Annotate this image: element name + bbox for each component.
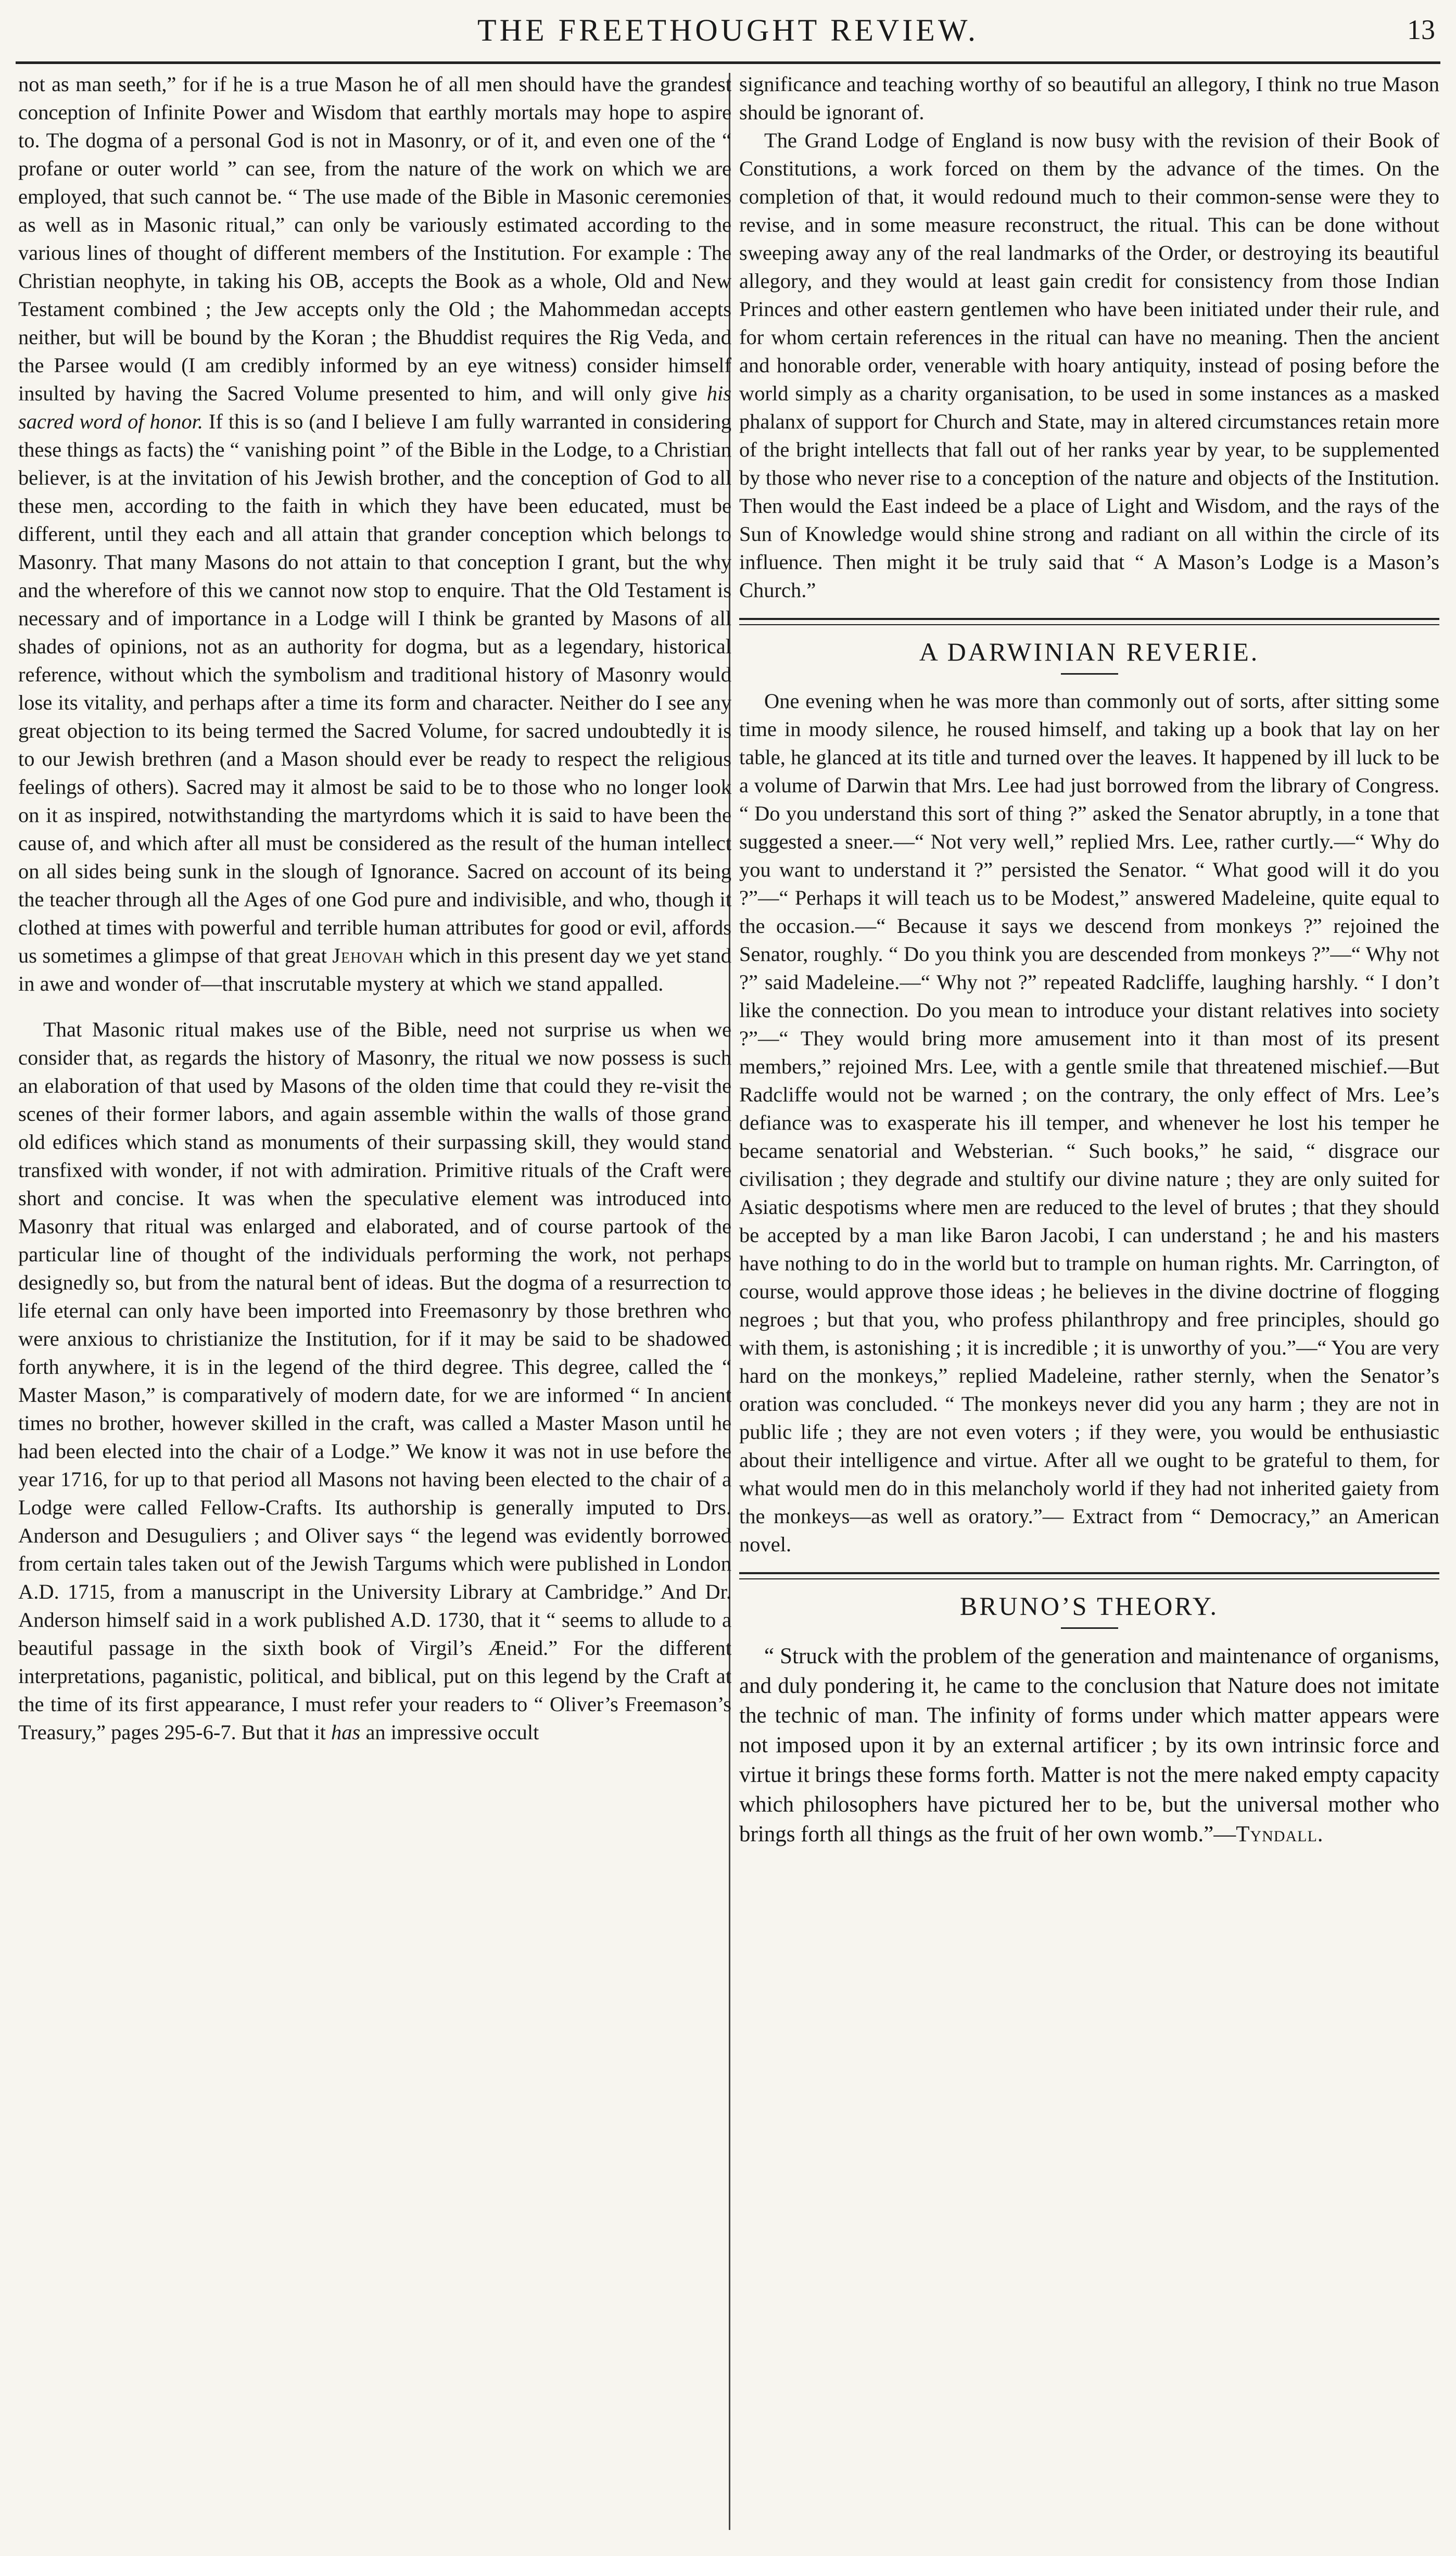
masonry-p1-text-c: which in this present day we yet stand in awe and wonder of—that inscrutable mystery at which we stand appalled.: [18, 944, 731, 995]
masonry-p2-text-a: That Masonic ritual makes use of the Bible, need not surprise us when we consider that, as regards the history of Masonry, the ritual we now possess is such an elaboration of that used by Masons of the olden time that could they re-visit the scenes of their former labors, and again assemble within the walls of those grand old edifices which stand as monuments of their surpassing skill, they would stand transfixed with wonder, if not with admiration. Primitive rituals of the Craft were short and concise. It was when the speculative element was introduced into Masonry that ritual was enlarged and elaborated, and of course partook of the particular line of thought of the individuals performing the work, not perhaps designedly so, but from the natural bent of ideas. But the dogma of a resurrection to life eternal can only have been imported into Freemasonry by those brethren who were anxious to christianize the Institution, for if it may be said to be shadowed forth anywhere, it is in the legend of the third degree. This degree, called the “ Master Mason,” is comparatively of modern date, for we are informed “ In ancient times no brother, however skilled in the craft, was called a Master Mason until he had been elected into the chair of a Lodge.” We know it was not in use before the year 1716, for up to that period all Masons not having been elected to the chair of a Lodge were called Fellow-Crafts. Its authorship is generally imputed to Drs. Anderson and Desuguliers ; and Oliver says “ the legend was evidently borrowed from certain tales taken out of the Jewish Targums which were published in London A.D. 1715, from a manuscript in the University Library at Cambridge.” And Dr. Anderson himself said in a work published A.D. 1730, that it “ seems to allude to a beautiful passage in the sixth book of Virgil’s Æneid.” For the different interpretations, paganistic, political, and biblical, put on this legend by the Craft at the time of its first appearance, I must refer your readers to “ Oliver’s Freemason’s Treasury,” pages 295-6-7. But that it: [18, 1018, 731, 1744]
masonry-p1-text-b: If this is so (and I believe I am fully warranted in considering these things as facts) the “ vanishing point ” of the Bible in the Lodge, to a Christian believer, is at the invitation of his Jewish brother, and the conception of God to all these men, according to the faith in which they have been educated, must be different, until they each and all attain that grander conception which belongs to Masonry. That many Masons do not attain to that conception I grant, but the why and the wherefore of this we cannot now stop to enquire. That the Old Testament is necessary and of importance in a Lodge will I think be granted by Masons of all shades of opinions, not as an authority for dogma, but as a legendary, historical reference, without which the symbolism and traditional history of Masonry would lose its vitality, and perhaps after a time its form and character. Neither do I see any great objection to its being termed the Sacred Volume, for sacred undoubtedly it is to our Jewish brethren (and a Mason should ever be ready to respect the religious feelings of others). Sacred may it almost be said to be to those who no longer look on it as inspired, notwithstanding the martyrdoms which it is said to have been the cause of, and which after all must be considered as the result of the human intellect on all sides being sunk in the slough of Ignorance. Sacred on account of its being the teacher through all the Ages of one God pure and indivisible, and who, though it clothed at times with powerful and terrible human attributes for good or evil, affords us sometimes a glimpse of that great: [18, 410, 731, 967]
masonry-paragraph-2: [18, 1016, 731, 1747]
darwinian-text: One evening when he was more than commonly out of sorts, after sitting some time in moody silence, he roused himself, and taking up a book that lay on her table, he glanced at its title and turned over the leaves. It happened by ill luck to be a volume of Darwin that Mrs. Lee had just borrowed from the library of Congress. “ Do you understand this sort of thing ?” asked the Senator abruptly, in a tone that suggested a sneer.—“ Not very well,” replied Mrs. Lee, rather curtly.—“ Why do you want to understand it ?” persisted the Senator. “ What good will it do you ?”—“ Perhaps it will teach us to be Modest,” answered Madeleine, quite equal to the occasion.—“ Because it says we descend from monkeys ?” rejoined the Senator, roughly. “ Do you think you are descended from monkeys ?”—“ Why not ?” said Madeleine.—“ Why not ?” repeated Radcliffe, laughing harshly. “ I don’t like the connection. Do you mean to introduce your distant relatives into society ?”—“ They would bring more amusement into it than most of its present members,” rejoined Mrs. Lee, with a gentle smile that threatened mischief.—But Radcliffe would not be warned ; on the contrary, the only effect of Mrs. Lee’s defiance was to exasperate his ill temper, and whenever he lost his temper he became senatorial and Websterian. “ Such books,” he said, “ disgrace our civilisation ; they degrade and stultify our divine nature ; they are only suited for Asiatic despotisms where men are reduced to the level of brutes ; that they should be accepted by a man like Baron Jacobi, I can understand ; he and his masters have nothing to do in the world but to trample on human rights. Mr. Carrington, of course, would approve those ideas ; he believes in the divine doctrine of flogging negroes ; but that you, who profess philanthropy and free principles, should go with them, is astonishing ; it is incredible ; it is unworthy of you.”—“ You are very hard on the monkeys,” replied Madeleine, rather sternly, when the Senator’s oration was concluded. “ The monkeys never did you any harm ; they are not in public life ; they are not even voters ; if they were, you would be enthusiastic about their intelligence and virtue. After all we ought to be grateful to them, for what would men do in this melancholy world if they had not inherited gaiety from the monkeys—as well as oratory.”— Extract from “ Democracy,” an American novel.: [739, 689, 1439, 1556]
page-header: [0, 0, 1456, 62]
masonry-p1-text-a: not as man seeth,” for if he is a true Mason he of all men should have the grandest conception of Infinite Power and Wisdom that earthly mortals may hope to aspire to. The dogma of a personal God is not in Masonry, or of it, and even one of the “ profane or outer world ” can see, from the nature of the work on which we are employed, that such cannot be. “ The use made of the Bible in Masonic ceremonies as well as in Masonic ritual,” can only be variously estimated according to the various lines of thought of different members of the Institution. For example : The Christian neophyte, in taking his OB, accepts the Book as a whole, Old and New Testament combined ; the Jew accepts only the Old ; the Mahommedan accepts neither, but will be bound by the Koran ; the Bhuddist requires the Rig Veda, and the Parsee would (I am credibly informed by an eye witness) consider himself insulted by having the Sacred Volume presented to him, and will only give: [18, 72, 731, 405]
masonry-p2-italic: has: [331, 1720, 361, 1744]
header-rule: [16, 61, 1440, 64]
left-column: [18, 70, 731, 1747]
masthead-title: THE FREETHOUGHT REVIEW.: [477, 13, 979, 47]
right-column: [739, 70, 1439, 1849]
bruno-quote: “ Struck with the problem of the generation and maintenance of organisms, and duly pondering it, he came to the conclusion that Nature does not imitate the technic of man. The infinity of forms under which matter appears were not imposed upon it by an external artificer ; by its own intrinsic force and virtue it brings these forms forth. Matter is not the mere naked empty capacity which philosophers have pictured her to be, but the universal mother who brings forth all things as the fruit of her own womb.”—: [739, 1644, 1439, 1846]
section-rule-darwinian: [739, 618, 1439, 625]
section-rule-bruno: [739, 1572, 1439, 1579]
grand-lodge-paragraph: The Grand Lodge of England is now busy with the revision of their Book of Constitutions, a work forced on them by the advance of the times. On the completion of that, it would redound much to their common-sense were they to revise, and in some measure reconstruct, the ritual. This can be done without sweeping away any of the real landmarks of the Order, or destroying its beautiful allegory, and they would at least gain credit for consistency from those Indian Princes and other eastern gentlemen who have been initiated under their rule, and for whom certain references in the ritual can have no meaning. Then the ancient and honorable order, venerable with hoary antiquity, instead of posing before the world simply as a charity organisation, to be used in some instances as a masked phalanx of support for Church and State, may in altered circumstances retain more of the bright intellects that fall out of her ranks year by year, to be supplemented by those who never rise to a conception of the nature and objects of the Institution. Then would the East indeed be a place of Light and Wisdom, and the rays of the Sun of Knowledge would shine strong and radiant on all within the circle of its influence. Then might it be truly said that “ A Mason’s Lodge is a Mason’s Church.”: [739, 129, 1439, 602]
darwinian-heading-rule: [1061, 673, 1118, 675]
masonry-p2-text-b: an impressive occult: [360, 1720, 539, 1744]
bruno-attribution: Tyndall.: [1236, 1822, 1324, 1846]
masonry-continuation: significance and teaching worthy of so beautiful an allegory, I think no true Mason should be ignorant of.: [739, 72, 1439, 124]
masonry-paragraph-1: [18, 70, 731, 998]
bruno-heading: BRUNO’S THEORY.: [959, 1591, 1219, 1621]
bruno-text: [739, 1641, 1439, 1849]
masonry-p1-smallcaps: Jehovah: [332, 944, 404, 967]
bruno-heading-rule: [1061, 1627, 1118, 1629]
darwinian-heading: A DARWINIAN REVERIE.: [919, 637, 1260, 666]
masonry-p1-italic: his sacred word of honor.: [18, 382, 731, 433]
page-number: 13: [1407, 14, 1435, 45]
